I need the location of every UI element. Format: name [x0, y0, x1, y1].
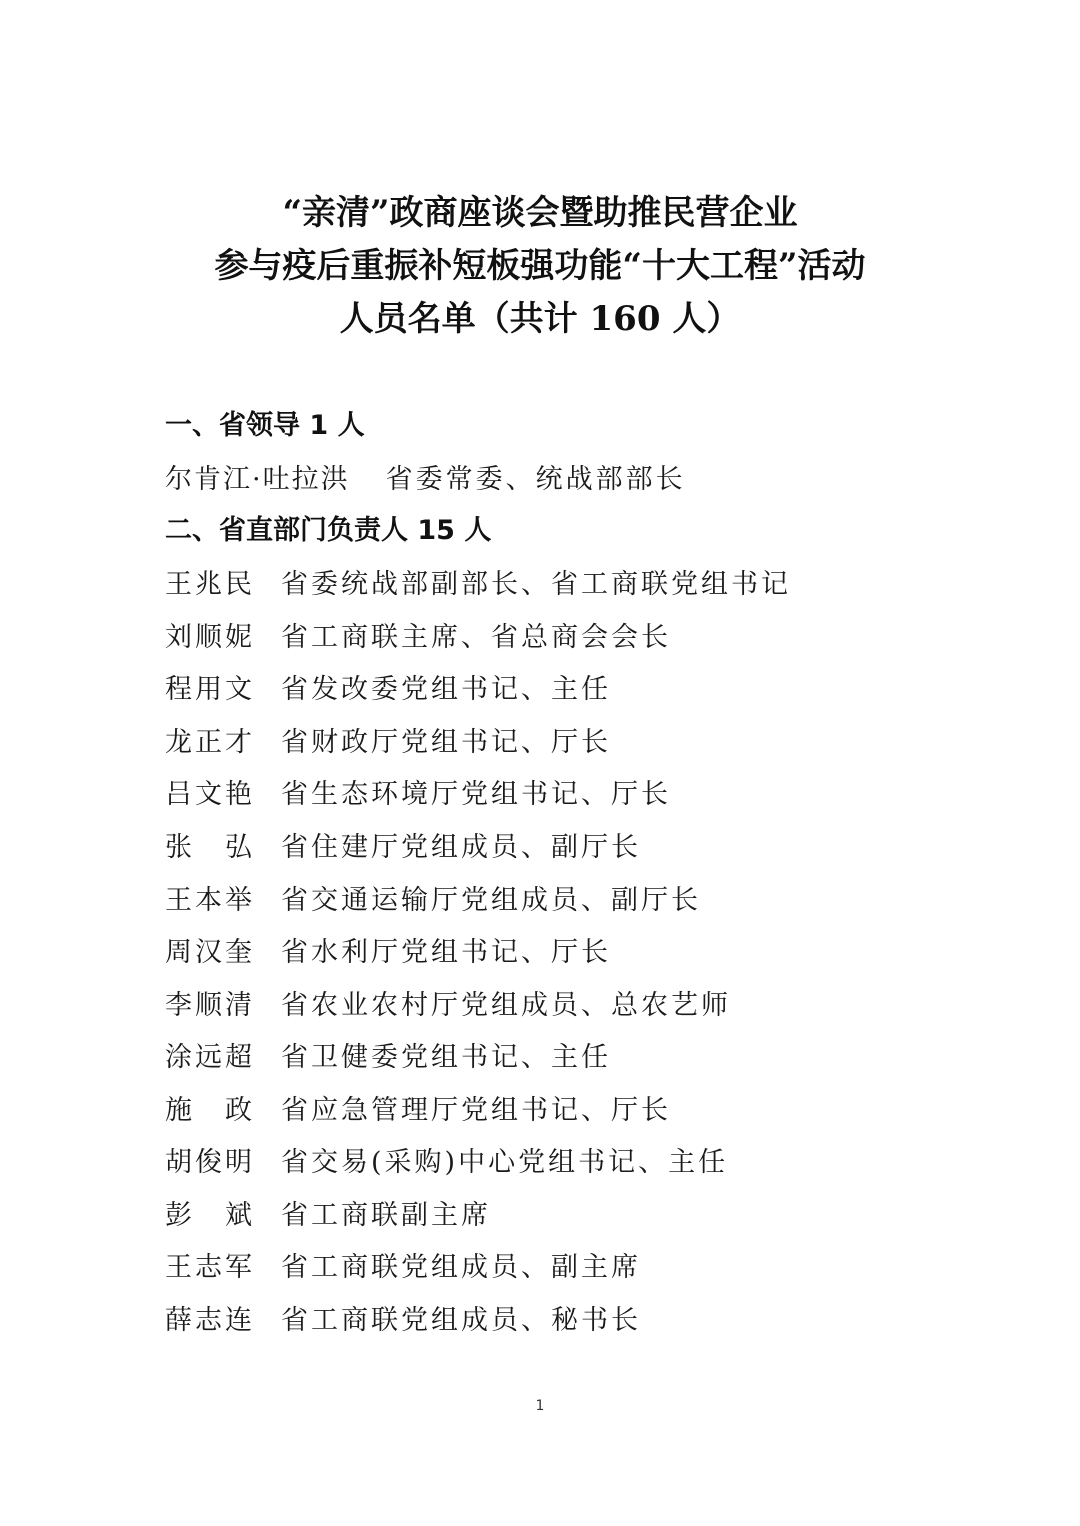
- person-name: 李顺清: [165, 990, 255, 1021]
- person-row: [165, 1250, 641, 1286]
- person-name: 刘顺妮: [165, 622, 255, 653]
- person-row: [165, 567, 791, 603]
- person-row: [165, 1145, 728, 1181]
- person-name: 王兆民: [165, 569, 255, 600]
- person-role: 省交通运输厅党组成员、副厅长: [281, 885, 701, 916]
- person-role: 省卫健委党组书记、主任: [281, 1042, 611, 1073]
- person-role: 省工商联副主席: [281, 1200, 491, 1231]
- section-heading-provincial-leaders: 一、省领导 1 人: [165, 410, 365, 441]
- page-number: 1: [535, 1398, 545, 1414]
- person-role: 省应急管理厅党组书记、厅长: [281, 1095, 671, 1126]
- person-row: [165, 935, 611, 971]
- section-heading-department-heads: 二、省直部门负责人 15 人: [165, 515, 492, 546]
- person-role: 省委常委、统战部部长: [385, 464, 686, 495]
- person-name: 程用文: [165, 674, 255, 705]
- title-line-1: “亲清”政商座谈会暨助推民营企业: [282, 193, 798, 233]
- person-row: [165, 830, 641, 866]
- person-role: 省农业农村厅党组成员、总农艺师: [281, 990, 731, 1021]
- person-role: 省住建厅党组成员、副厅长: [281, 832, 641, 863]
- person-role: 省财政厅党组书记、厅长: [281, 727, 611, 758]
- person-role: 省委统战部副部长、省工商联党组书记: [281, 569, 791, 600]
- person-row: [165, 725, 611, 761]
- title-line-3: 人员名单（共计 160 人）: [339, 299, 741, 339]
- person-row: [165, 620, 671, 656]
- person-row: [165, 988, 731, 1024]
- title-line-2: 参与疫后重振补短板强功能“十大工程”活动: [214, 246, 866, 286]
- person-name: 彭 斌: [165, 1200, 255, 1231]
- person-name: 张 弘: [165, 832, 255, 863]
- person-role: 省生态环境厅党组书记、厅长: [281, 779, 671, 810]
- person-row: [165, 777, 671, 813]
- person-name: 施 政: [165, 1095, 255, 1126]
- person-name: 胡俊明: [165, 1147, 255, 1178]
- person-row: [165, 1040, 611, 1076]
- person-name: 龙正才: [165, 727, 255, 758]
- person-role: 省工商联党组成员、秘书长: [281, 1305, 641, 1336]
- person-row: [165, 462, 686, 498]
- person-name: 周汉奎: [165, 937, 255, 968]
- person-row: [165, 1303, 641, 1339]
- person-row: [165, 672, 611, 708]
- person-row: [165, 1198, 491, 1234]
- person-role: 省工商联主席、省总商会会长: [281, 622, 671, 653]
- person-role: 省水利厅党组书记、厅长: [281, 937, 611, 968]
- person-name: 王本举: [165, 885, 255, 916]
- person-role: 省发改委党组书记、主任: [281, 674, 611, 705]
- person-name: 涂远超: [165, 1042, 255, 1073]
- person-row: [165, 883, 701, 919]
- person-role: 省工商联党组成员、副主席: [281, 1252, 641, 1283]
- person-role: 省交易(采购)中心党组书记、主任: [281, 1147, 729, 1178]
- person-name: 吕文艳: [165, 779, 255, 810]
- person-name: 王志军: [165, 1252, 255, 1283]
- person-name: 尔肯江·吐拉洪: [165, 464, 350, 495]
- person-name: 薛志连: [165, 1305, 255, 1336]
- person-row: [165, 1093, 671, 1129]
